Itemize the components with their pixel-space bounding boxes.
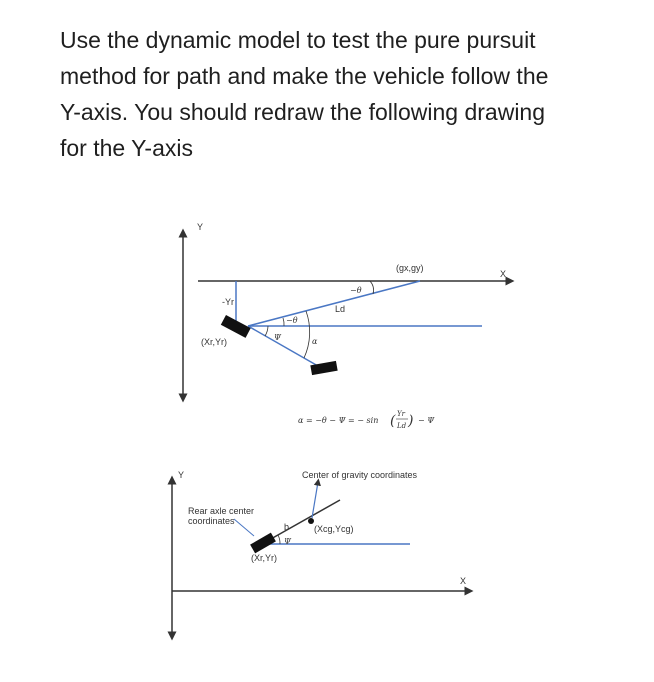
d1-y-axis-label: Y bbox=[197, 222, 204, 232]
d2-rear-axle-label-2: coordinates bbox=[188, 516, 235, 526]
d2-rear-axle-label-1: Rear axle center bbox=[188, 506, 255, 516]
d1-psi-label: Ψ bbox=[274, 333, 282, 342]
prompt-line-4: for the Y-axis bbox=[60, 135, 193, 161]
d1-vehicle-pos-label: (Xr,Yr) bbox=[201, 337, 227, 347]
d1-theta-arc-top bbox=[370, 281, 374, 294]
diagram-2 bbox=[172, 470, 469, 636]
prompt-line-3: Y-axis. You should redraw the following drawing bbox=[60, 99, 546, 125]
d1-heading-line bbox=[248, 326, 318, 366]
d2-rear-axle-pointer bbox=[234, 519, 254, 536]
d1-psi-arc bbox=[265, 326, 268, 336]
prompt-line-1: Use the dynamic model to test the pure pursuit bbox=[60, 27, 536, 53]
d1-neg-theta-top-label: −θ bbox=[350, 286, 362, 295]
d2-x-axis-label: X bbox=[460, 576, 467, 586]
d1-lookahead-line bbox=[248, 281, 420, 326]
d1-equation-paren-close: ) bbox=[408, 413, 414, 429]
d1-x-axis-label: X bbox=[500, 269, 507, 279]
d1-equation-paren-open: ( bbox=[390, 413, 396, 429]
d1-equation-left: α = −θ − Ψ = − sin bbox=[298, 416, 379, 425]
d2-rear-point-label: (Xr,Yr) bbox=[251, 553, 277, 563]
d2-psi-arc bbox=[278, 535, 280, 544]
d2-psi-label: Ψ bbox=[284, 537, 292, 546]
d1-theta-arc-mid bbox=[283, 318, 284, 326]
d2-b-label: b bbox=[284, 522, 290, 532]
d1-equation-numerator: Yr bbox=[397, 410, 405, 418]
d2-cg-point-label: (Xcg,Ycg) bbox=[314, 524, 354, 534]
d1-front-wheel bbox=[310, 361, 337, 375]
d1-goal-point-label: (gx,gy) bbox=[396, 263, 424, 273]
d1-equation-denominator: Ld bbox=[397, 422, 407, 430]
prompt-line-2: method for path and make the vehicle follow the bbox=[60, 63, 549, 89]
d1-alpha-label: α bbox=[312, 337, 318, 346]
d1-neg-theta-mid-label: −θ bbox=[286, 316, 298, 325]
d1-alpha-arc bbox=[304, 311, 310, 358]
d1-equation bbox=[298, 410, 435, 430]
diagram-1 bbox=[183, 222, 510, 430]
d1-neg-yr-label: -Yr bbox=[222, 297, 234, 307]
d2-heading-line bbox=[262, 500, 340, 544]
d2-y-axis-label: Y bbox=[178, 470, 185, 480]
d2-cg-title: Center of gravity coordinates bbox=[302, 470, 418, 480]
d1-equation-right: − Ψ bbox=[418, 416, 435, 425]
d1-lookahead-label: Ld bbox=[335, 304, 346, 314]
